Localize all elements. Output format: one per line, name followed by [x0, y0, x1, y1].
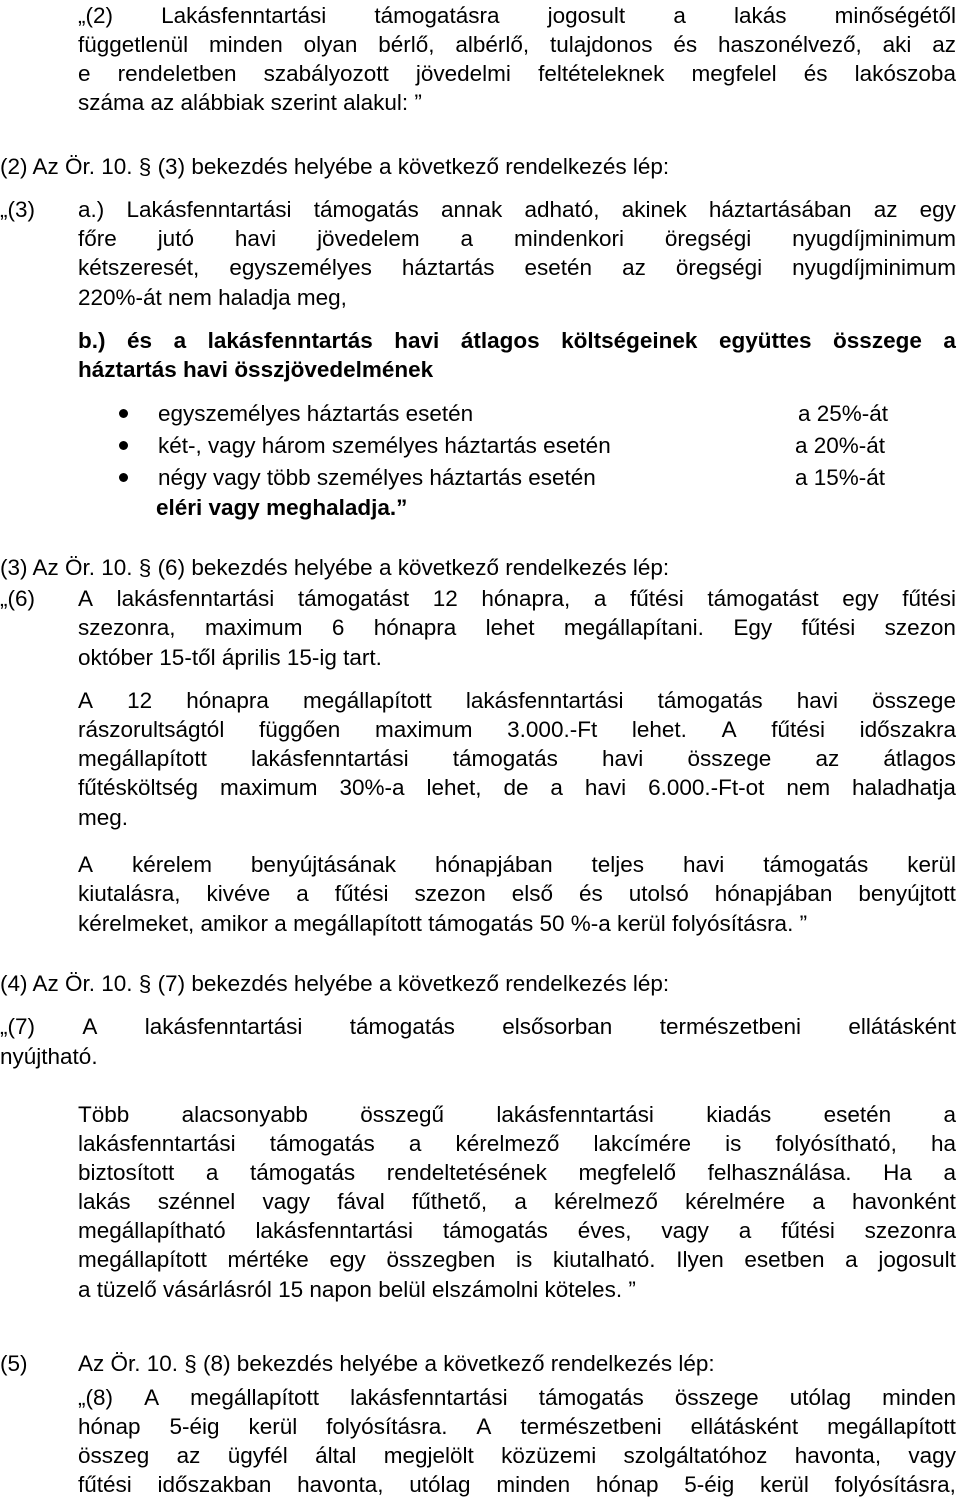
word: megállapított: [78, 746, 207, 771]
word: összeg: [78, 1443, 150, 1468]
word: öregségi: [664, 226, 752, 251]
word: rászorultságtól: [78, 717, 225, 742]
bullet-3-text: négy vagy több személyes háztartás esetén: [158, 465, 596, 490]
word: rendeletben: [117, 61, 237, 86]
section-7-line-1: [0, 1013, 956, 1041]
word: esetén: [524, 255, 593, 280]
word: lakcímére: [593, 1131, 691, 1156]
word: 5-éig: [169, 1414, 220, 1439]
word: 30%-a: [339, 775, 405, 800]
word: a.): [78, 197, 105, 222]
paragraph-2-line-3: [78, 60, 956, 88]
word: lakásfenntartási: [78, 1131, 236, 1156]
word: hónapra: [186, 688, 269, 713]
word: 12: [432, 586, 458, 611]
word: 5-éig: [684, 1472, 735, 1497]
section-3b-line-1: [78, 327, 956, 355]
word: jogosult: [547, 3, 626, 28]
word: a: [296, 881, 309, 906]
bullet-1-text: egyszemélyes háztartás esetén: [158, 401, 474, 426]
word: Egy: [733, 615, 773, 640]
amendment-heading-3: (3) Az Ör. 10. § (6) bekezdés helyébe a következő rendelkezés lép:: [0, 555, 670, 580]
word: lakásfenntartási: [465, 688, 624, 713]
word: maximum: [204, 615, 303, 640]
word: a: [408, 1131, 422, 1156]
word: átlagos: [883, 746, 956, 771]
word: éves,: [577, 1218, 632, 1243]
word: a: [550, 775, 563, 800]
word: fűtési: [781, 1218, 835, 1243]
word: kerül: [760, 1472, 809, 1497]
word: megállapítható: [78, 1218, 226, 1243]
word: A: [82, 1014, 98, 1039]
section-6-label: „(6): [0, 586, 35, 611]
word: függetlenül: [78, 32, 189, 57]
bullet-1-value: a 25%-át: [798, 401, 889, 426]
word: rendeltetésének: [386, 1160, 547, 1185]
word: lakásfenntartási: [251, 746, 409, 771]
section-6-line-3: október 15-től április 15-ig tart.: [78, 645, 382, 670]
amendment-heading-4: (4) Az Ör. 10. § (7) bekezdés helyébe a következő rendelkezés lép:: [0, 971, 670, 996]
word: jutó: [157, 226, 194, 251]
word: lakásfenntartás: [207, 328, 373, 353]
word: havi: [584, 775, 627, 800]
word: a: [845, 1247, 858, 1272]
word: szénnel: [157, 1189, 236, 1214]
section-3b-line-2: háztartás havi összjövedelmének: [78, 357, 434, 382]
word: kérelmező: [554, 1189, 658, 1214]
word: támogatás: [250, 1160, 356, 1185]
word: esetén: [823, 1102, 892, 1127]
word: a: [943, 1102, 956, 1127]
word: természetbeni: [659, 1014, 802, 1039]
word: támogatás: [538, 1385, 644, 1410]
word: de: [503, 775, 529, 800]
word: fűtési: [334, 881, 389, 906]
word: hónap: [78, 1414, 141, 1439]
word: jogosult: [878, 1247, 956, 1272]
word: kiadás: [706, 1102, 772, 1127]
word: haladhatja: [852, 775, 956, 800]
section-6-para2-line-3: [78, 745, 956, 773]
word: utolsó: [628, 881, 689, 906]
word: vagy: [661, 1218, 709, 1243]
word: szezonra,: [78, 615, 176, 640]
word: lehet.: [631, 717, 687, 742]
bullet-2-value: a 20%-át: [795, 433, 886, 458]
word: összege: [833, 328, 922, 353]
section-6-para3-line-1: [78, 851, 956, 879]
word: hónapjában: [714, 881, 833, 906]
word: havi: [234, 226, 277, 251]
word: lehet,: [426, 775, 482, 800]
word: megfelel: [691, 61, 777, 86]
bullet-3: [119, 473, 128, 482]
word: kiutalható.: [552, 1247, 656, 1272]
word: folyósítható,: [775, 1131, 897, 1156]
word: a: [738, 1218, 752, 1243]
word: havi: [683, 852, 725, 877]
word: függően: [258, 717, 341, 742]
word: maximum: [220, 775, 318, 800]
word: fával: [337, 1189, 385, 1214]
word: tulajdonos: [549, 32, 653, 57]
word: háztartásában: [708, 197, 852, 222]
word: a: [173, 328, 187, 353]
paragraph-2-line-1: [78, 2, 956, 30]
word: Lakásfenntartási: [126, 197, 292, 222]
section-7-para2-line-2: [78, 1130, 956, 1158]
word: vagy: [908, 1443, 956, 1468]
word: összege: [687, 746, 772, 771]
word: havi: [796, 688, 839, 713]
word: aki: [882, 32, 912, 57]
word: ellátásként: [848, 1014, 956, 1039]
word: havi: [394, 328, 440, 353]
word: támogatást: [707, 586, 819, 611]
word: Ilyen: [676, 1247, 724, 1272]
section-6-para3-line-2: [78, 880, 956, 908]
word: minőségétől: [834, 3, 956, 28]
word: időszakban: [157, 1472, 272, 1497]
bullet-2-text: két-, vagy három személyes háztartás esetén: [158, 433, 611, 458]
word: teljes: [591, 852, 645, 877]
word: 6: [331, 615, 345, 640]
word: mindenkori: [513, 226, 625, 251]
word: A: [78, 852, 94, 877]
word: közüzemi: [501, 1443, 597, 1468]
section-6-line-2: [78, 614, 956, 642]
word: és: [579, 881, 603, 906]
word: albérlő,: [455, 32, 530, 57]
section-3-closing: eléri vagy meghaladja.”: [156, 495, 408, 520]
word: támogatásra: [374, 3, 500, 28]
word: havi: [602, 746, 644, 771]
word: szezon: [884, 615, 956, 640]
word: egy: [842, 586, 879, 611]
word: támogatás: [269, 1131, 375, 1156]
word: időszakra: [859, 717, 956, 742]
word: szezon: [414, 881, 486, 906]
word: a: [460, 226, 474, 251]
word: A: [78, 586, 94, 611]
word: fűtési: [902, 586, 956, 611]
word: támogatás: [313, 197, 419, 222]
word: ellátásként: [690, 1414, 799, 1439]
word: Ha: [883, 1160, 912, 1185]
word: felhasználása.: [707, 1160, 852, 1185]
section-7-para2-line-6: [78, 1246, 956, 1274]
word: 3.000.-Ft: [507, 717, 598, 742]
word: szabályozott: [263, 61, 389, 86]
word: és: [803, 61, 828, 86]
word: támogatás: [442, 1218, 548, 1243]
word: A: [721, 717, 737, 742]
section-7-para2-line-5: [78, 1217, 956, 1245]
word: lakás: [78, 1189, 131, 1214]
word: kerül: [248, 1414, 298, 1439]
word: hónapra: [373, 615, 457, 640]
word: „(7): [0, 1014, 35, 1039]
section-8-line-2: [78, 1413, 956, 1441]
section-6-para2-line-2: [78, 716, 956, 744]
word: háztartás: [401, 255, 495, 280]
word: lakás: [733, 3, 787, 28]
word: lakásfenntartási: [255, 1218, 414, 1243]
section-8-line-4: [78, 1471, 956, 1499]
word: és: [127, 328, 153, 353]
amendment-heading-2: (2) Az Ör. 10. § (3) bekezdés helyébe a következő rendelkezés lép:: [0, 154, 670, 179]
section-3a-line-2: [78, 225, 956, 253]
word: megállapított: [302, 688, 432, 713]
word: mértéke: [227, 1247, 309, 1272]
word: jövedelmi: [415, 61, 511, 86]
amendment-heading-5-label: (5): [0, 1351, 28, 1376]
section-8-line-3: [78, 1442, 956, 1470]
word: a: [593, 586, 607, 611]
word: fűtési: [78, 1472, 132, 1497]
word: az: [873, 197, 898, 222]
word: utólag: [789, 1385, 852, 1410]
word: lakószoba: [854, 61, 956, 86]
word: lakásfenntartási: [496, 1102, 654, 1127]
word: ha: [930, 1131, 956, 1156]
word: és: [673, 32, 698, 57]
word: e: [78, 61, 91, 86]
word: alacsonyabb: [181, 1102, 308, 1127]
word: hónap: [595, 1472, 659, 1497]
word: utólag: [409, 1472, 471, 1497]
word: folyósításra.: [326, 1414, 448, 1439]
word: jövedelem: [317, 226, 420, 251]
word: hónapra,: [481, 586, 571, 611]
word: az: [932, 32, 956, 57]
section-6-para2-line-4: [78, 774, 956, 802]
section-6-para2-line-1: [78, 687, 956, 715]
word: a: [943, 328, 956, 353]
word: is: [515, 1247, 533, 1272]
word: hónapjában: [434, 852, 553, 877]
section-7-para2-line-3: [78, 1159, 956, 1187]
word: benyújtott: [858, 881, 956, 906]
word: megállapítani.: [563, 615, 704, 640]
word: A: [78, 688, 94, 713]
word: „(8): [78, 1385, 113, 1410]
section-7-para2-line-7: a tüzelő vásárlásról 15 napon belül elszámolni köteles. ”: [78, 1277, 636, 1302]
word: Több: [78, 1102, 130, 1127]
word: természetbeni: [520, 1414, 662, 1439]
word: az: [622, 255, 646, 280]
word: támogatás: [763, 852, 869, 877]
word: megfelelő: [578, 1160, 676, 1185]
word: átlagos: [460, 328, 540, 353]
word: támogatás: [452, 746, 558, 771]
word: szezonra: [864, 1218, 956, 1243]
word: maximum: [374, 717, 473, 742]
word: is: [725, 1131, 742, 1156]
paragraph-2-line-4: száma az alábbiak szerint alakul: ”: [78, 90, 422, 115]
word: kiutalásra,: [78, 881, 181, 906]
word: az: [815, 746, 840, 771]
word: fűtési: [801, 615, 856, 640]
section-3a-line-4: 220%-át nem haladja meg,: [78, 285, 347, 310]
word: A: [144, 1385, 160, 1410]
word: kérelmező: [455, 1131, 560, 1156]
word: lakásfenntartási: [116, 586, 275, 611]
word: által: [315, 1443, 357, 1468]
word: megállapított: [190, 1385, 319, 1410]
word: vagy: [262, 1189, 311, 1214]
word: főre: [78, 226, 117, 251]
word: kérelmére: [685, 1189, 786, 1214]
word: összege: [872, 688, 956, 713]
word: bérlő,: [378, 32, 435, 57]
word: olyan: [303, 32, 358, 57]
bullet-3-value: a 15%-át: [795, 465, 886, 490]
word: feltételeknek: [538, 61, 665, 86]
word: 12: [127, 688, 153, 713]
word: a: [673, 3, 686, 28]
word: akinek: [621, 197, 687, 222]
word: együttes: [718, 328, 812, 353]
section-3a-line-3: [78, 254, 956, 282]
word: minden: [496, 1472, 571, 1497]
word: összegben: [386, 1247, 496, 1272]
word: egy: [919, 197, 956, 222]
word: egyszemélyes: [229, 255, 372, 280]
paragraph-2-line-2: [78, 31, 956, 59]
word: költségeinek: [561, 328, 698, 353]
word: összegű: [360, 1102, 445, 1127]
word: összege: [674, 1385, 759, 1410]
word: havonként: [852, 1189, 956, 1214]
section-3a-line-1: [78, 196, 956, 224]
word: nem: [786, 775, 831, 800]
bullet-1: [119, 409, 128, 418]
word: az: [176, 1443, 201, 1468]
word: megállapított: [78, 1247, 207, 1272]
word: „(2): [78, 3, 113, 28]
word: annak: [440, 197, 503, 222]
word: elsősorban: [502, 1014, 613, 1039]
section-8-line-1: [78, 1384, 956, 1412]
word: nyugdíjminimum: [792, 226, 956, 251]
word: kerül: [907, 852, 956, 877]
word: havonta,: [297, 1472, 384, 1497]
section-6-para2-line-5: meg.: [78, 805, 129, 830]
section-6-line-1: [78, 585, 956, 613]
word: 6.000.-Ft-ot: [648, 775, 765, 800]
word: öregségi: [675, 255, 763, 280]
word: lakásfenntartási: [144, 1014, 303, 1039]
word: esetben: [744, 1247, 825, 1272]
word: minden: [208, 32, 283, 57]
word: minden: [882, 1385, 956, 1410]
word: a: [205, 1160, 219, 1185]
word: lehet: [485, 615, 535, 640]
word: szolgáltatóhoz: [623, 1443, 768, 1468]
word: megjelölt: [383, 1443, 474, 1468]
bullet-2: [119, 441, 128, 450]
word: kérelem: [131, 852, 212, 877]
word: biztosított: [78, 1160, 175, 1185]
section-7-para2-line-1: [78, 1101, 956, 1129]
word: ügyfél: [227, 1443, 288, 1468]
word: adható,: [524, 197, 600, 222]
word: fűtési: [629, 586, 684, 611]
word: kivéve: [206, 881, 271, 906]
section-3-label: „(3): [0, 197, 35, 222]
word: Lakásfenntartási: [161, 3, 327, 28]
word: nyugdíjminimum: [792, 255, 956, 280]
word: havonta,: [794, 1443, 882, 1468]
word: fűtésköltség: [78, 775, 199, 800]
word: a: [514, 1189, 527, 1214]
word: a: [812, 1189, 825, 1214]
section-7-line-2: nyújtható.: [0, 1044, 98, 1069]
word: a: [943, 1160, 956, 1185]
word: fűthető,: [412, 1189, 488, 1214]
word: folyósításra,: [834, 1472, 956, 1497]
word: benyújtásának: [250, 852, 397, 877]
amendment-heading-5-text: Az Ör. 10. § (8) bekezdés helyébe a következő rendelkezés lép:: [78, 1351, 715, 1376]
word: megállapított: [827, 1414, 956, 1439]
word: A: [476, 1414, 492, 1439]
word: egy: [329, 1247, 366, 1272]
word: támogatás: [349, 1014, 455, 1039]
word: haszonélvező,: [717, 32, 862, 57]
word: b.): [78, 328, 106, 353]
section-6-para3-line-3: kérelmeket, amikor a megállapított támogatás 50 %-a kerül folyósításra. ”: [78, 911, 808, 936]
word: kétszeresét,: [78, 255, 200, 280]
word: fűtési: [771, 717, 826, 742]
word: első: [511, 881, 554, 906]
section-7-para2-line-4: [78, 1188, 956, 1216]
word: támogatást: [297, 586, 410, 611]
word: támogatás: [657, 688, 763, 713]
word: lakásfenntartási: [350, 1385, 508, 1410]
